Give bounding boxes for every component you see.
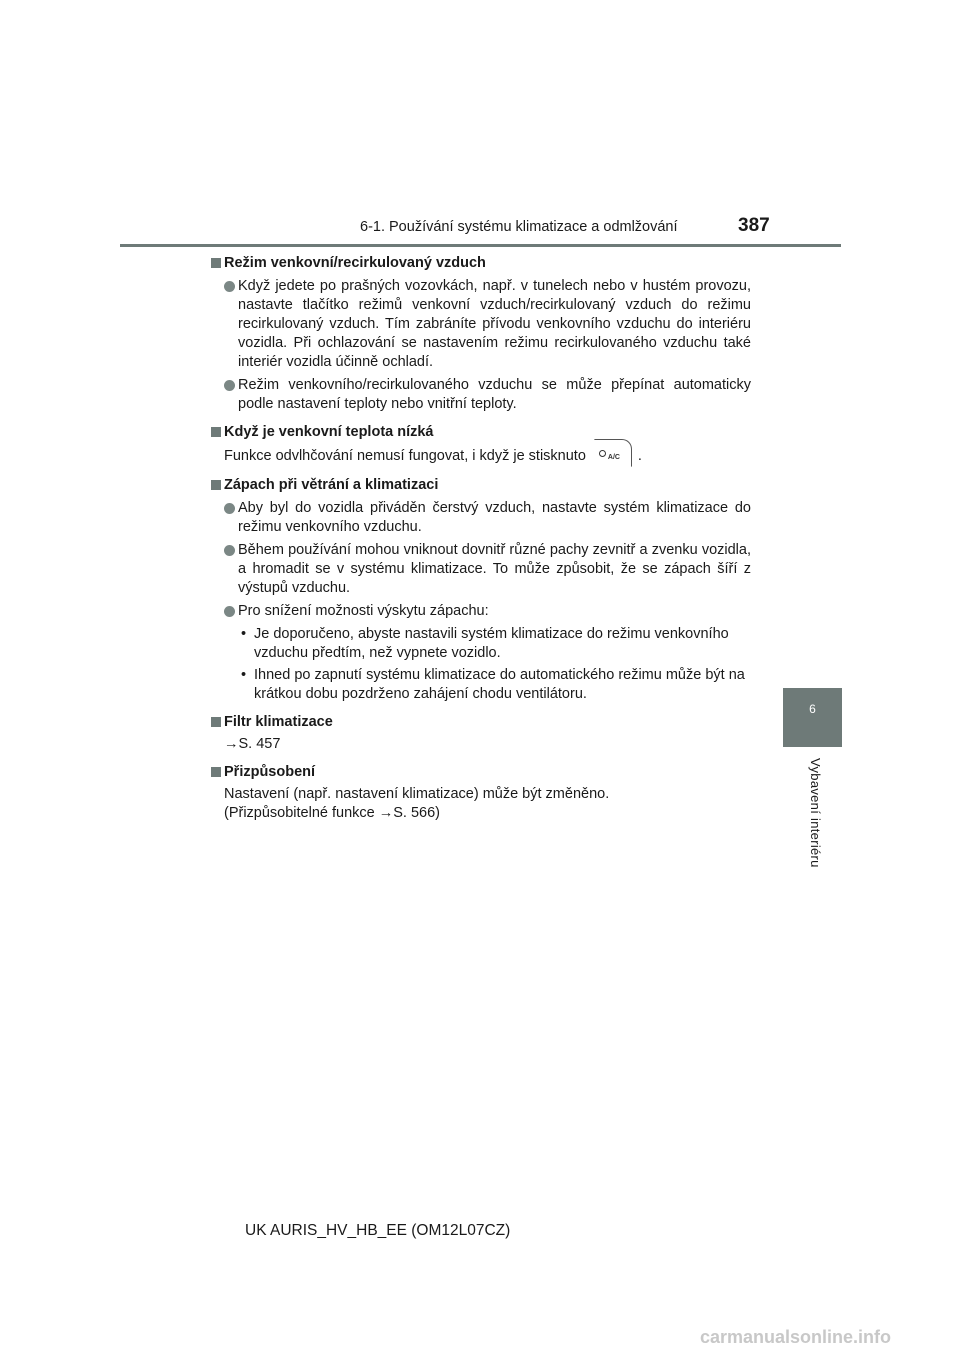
circle-bullet-icon xyxy=(224,545,235,556)
bullet-item: Aby byl do vozidla přiváděn čerstvý vzduch, nastavte systém klimatizace do režimu venkovního vzduchu. xyxy=(224,499,751,537)
circle-bullet-icon xyxy=(224,606,235,617)
footer-code: UK AURIS_HV_HB_EE (OM12L07CZ) xyxy=(245,1222,511,1239)
section-heading: Filtr klimatizace xyxy=(211,713,751,732)
ac-button-icon: A/C xyxy=(594,439,632,467)
page-reference-link[interactable]: (Přizpůsobitelné funkce →S. 566) xyxy=(224,805,440,821)
page-number: 387 xyxy=(738,215,770,236)
header-rule xyxy=(120,244,841,247)
circle-bullet-icon xyxy=(224,380,235,391)
square-bullet-icon xyxy=(211,258,221,268)
chapter-tab-number: 6 xyxy=(809,702,816,716)
header-title: 6-1. Používání systému klimatizace a odmlžování xyxy=(360,219,678,235)
circle-bullet-icon xyxy=(224,503,235,514)
indicator-ring-icon xyxy=(599,450,606,457)
page-reference-link[interactable]: →S. 457 xyxy=(224,736,281,752)
section-heading: Přizpůsobení xyxy=(211,763,751,782)
paragraph: Nastavení (např. nastavení klimatizace) může být změněno. xyxy=(224,786,610,802)
section-heading: Režim venkovní/recirkulovaný vzduch xyxy=(211,254,751,273)
square-bullet-icon xyxy=(211,427,221,437)
section-heading: Zápach při větrání a klimatizaci xyxy=(211,476,751,495)
sub-item: • Ihned po zapnutí systému klimatizace do automatického režimu může být na krátkou dobu pozdrženo zahájení chodu ventilátoru. xyxy=(241,667,745,702)
bullet-item: Režim venkovního/recirkulovaného vzduchu se může přepínat automaticky podle nastavení teploty nebo vnitřní teploty. xyxy=(224,376,751,414)
bullet-item: Pro snížení možnosti výskytu zápachu: xyxy=(224,602,751,621)
square-bullet-icon xyxy=(211,767,221,777)
paragraph: Funkce odvlhčování nemusí fungovat, i když je stisknuto A/C . xyxy=(224,445,751,467)
circle-bullet-icon xyxy=(224,281,235,292)
bullet-item: Během používání mohou vniknout dovnitř různé pachy zevnitř a zvenku vozidla, a hromadit se v systému klimatizace. To může způsobit, že se zápach šíří z výstupů vzduchu. xyxy=(224,541,751,598)
page-content xyxy=(211,254,751,823)
square-bullet-icon xyxy=(211,717,221,727)
bullet-item: Když jedete po prašných vozovkách, např. v tunelech nebo v hustém provozu, nastavte tlačítko režimů venkovní vzduch/recirkulovaný vzduch do režimu recirkulovaný vzduch. Tím zabráníte přívodu venkovního vzduchu do interiéru vozidla. Při ochlazování se nastavením režimu recirkulovaného vzduchu také interiér vozidla účinně ochladí. xyxy=(224,277,751,372)
square-bullet-icon xyxy=(211,480,221,490)
chapter-tab[interactable] xyxy=(783,688,842,747)
sub-item: • Je doporučeno, abyste nastavili systém klimatizace do režimu venkovního vzduchu předtím, než vypnete vozidlo. xyxy=(241,626,729,661)
chapter-tab-label: Vybavení interiéru xyxy=(808,758,823,868)
watermark: carmanualsonline.info xyxy=(700,1327,892,1347)
section-heading: Když je venkovní teplota nízká xyxy=(211,423,751,442)
